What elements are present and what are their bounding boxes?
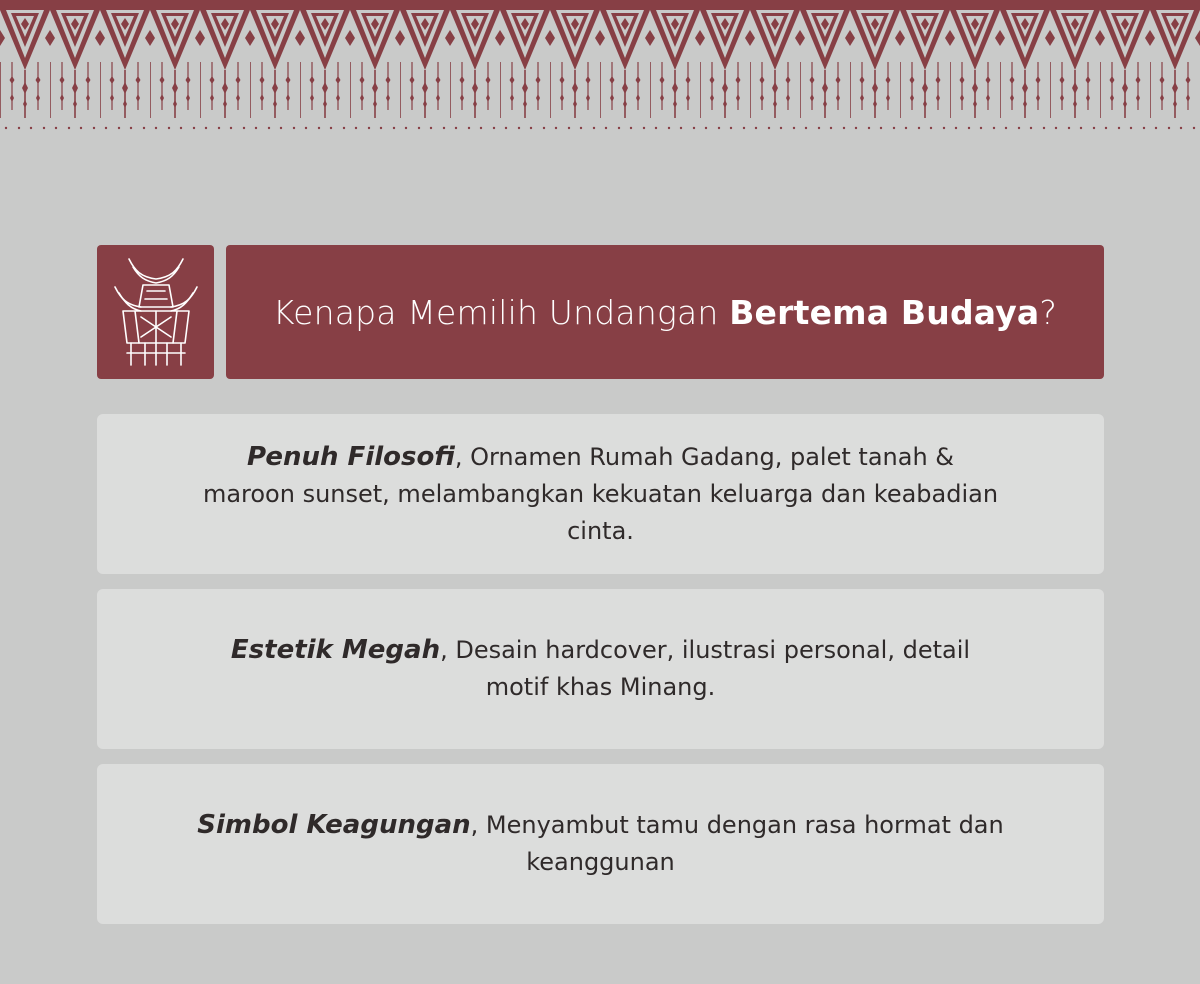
reason-text <box>201 439 1001 550</box>
reason-body: , Desain hardcover, ilustrasi personal, detail motif khas Minang. <box>440 636 971 701</box>
reason-card-aesthetic <box>97 589 1104 749</box>
reason-text <box>186 807 1016 881</box>
songket-ornament-band <box>0 0 1200 140</box>
title-emphasis: Bertema Budaya <box>729 292 1040 332</box>
header-icon-box <box>97 245 214 379</box>
reason-text <box>221 632 981 706</box>
reason-emphasis: Penuh Filosofi <box>246 441 455 472</box>
reason-body: , Ornamen Rumah Gadang, palet tanah & maroon sunset, melambangkan kekuatan keluarga dan keabadian cinta. <box>202 442 999 545</box>
page-title <box>273 293 1057 332</box>
reason-body: , Menyambut tamu dengan rasa hormat dan keanggunan <box>470 811 1004 876</box>
title-prefix: Kenapa Memilih Undangan <box>272 292 730 332</box>
reason-emphasis: Estetik Megah <box>230 635 441 665</box>
reason-card-philosophy <box>97 414 1104 574</box>
reason-emphasis: Simbol Keagungan <box>197 810 471 840</box>
rumah-gadang-icon <box>111 255 201 369</box>
section-header <box>97 245 1104 379</box>
title-banner <box>226 245 1104 379</box>
reason-card-symbol <box>97 764 1104 924</box>
title-suffix: ? <box>1039 292 1058 332</box>
